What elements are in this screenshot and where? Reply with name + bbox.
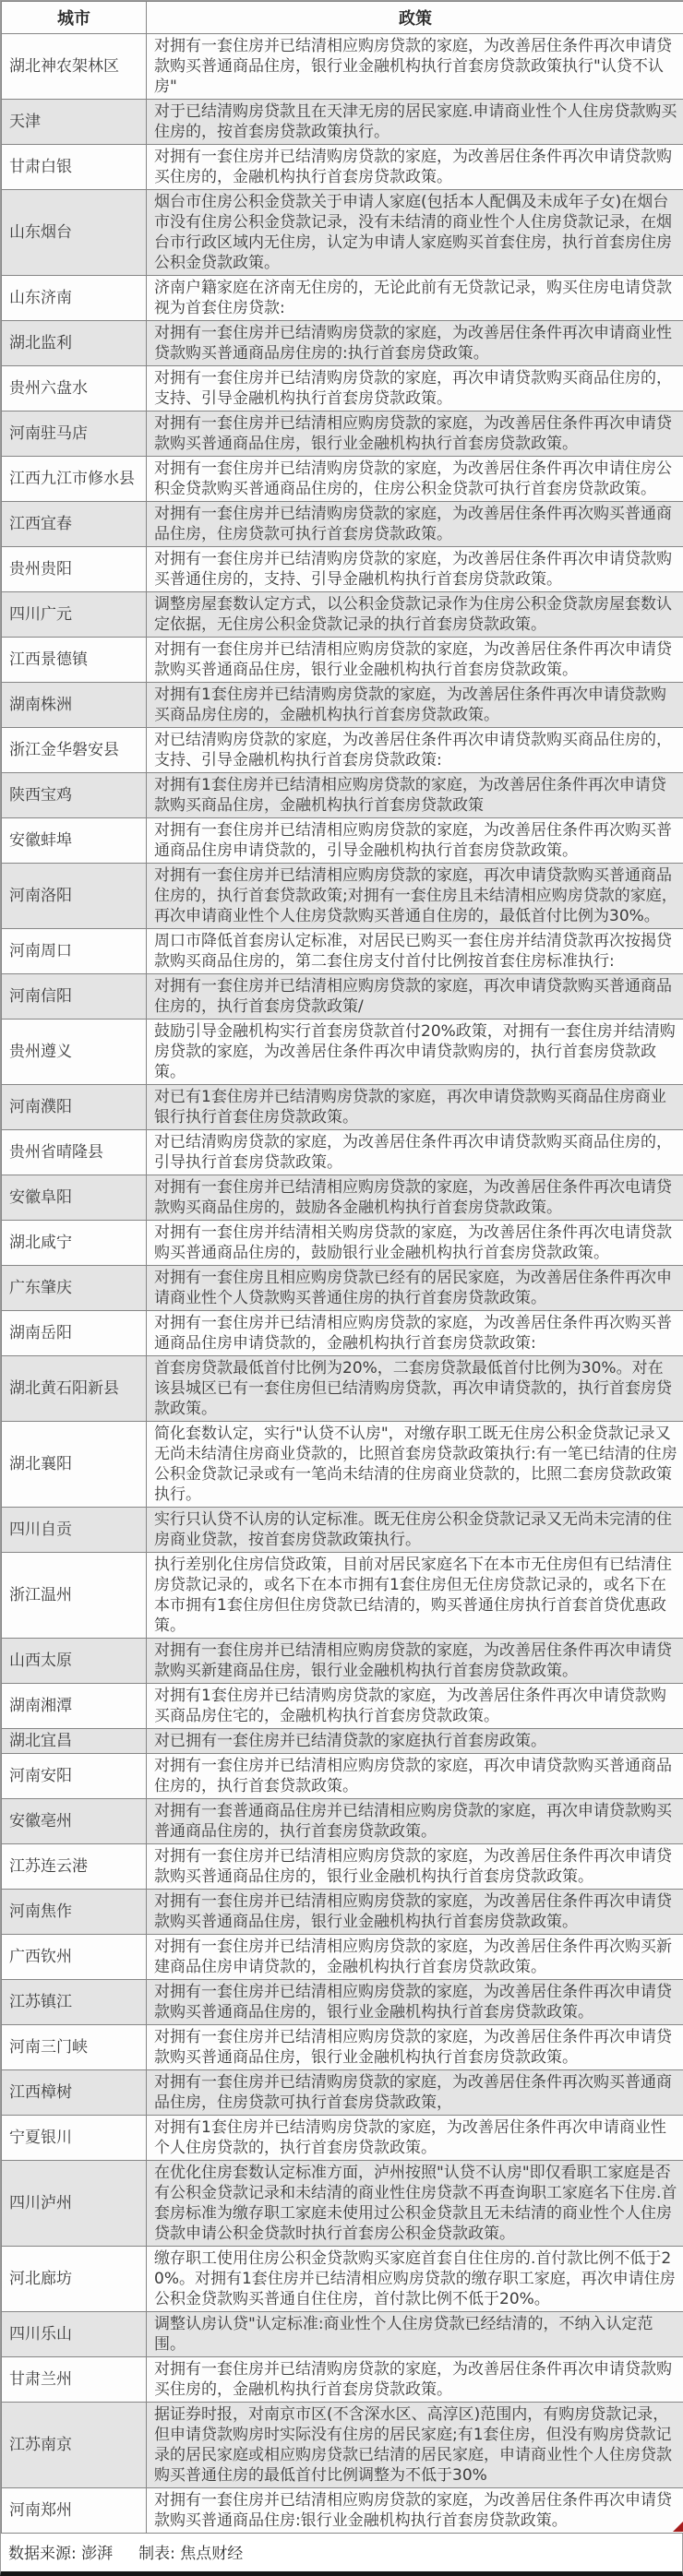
city-cell: 贵州遵义	[2, 1020, 147, 1085]
table-row	[2, 34, 683, 100]
city-cell: 安徽阜阳	[2, 1175, 147, 1221]
policy-cell: 对拥有一套住房并已结清相应购房贷款的家庭，再次申请贷款购买普通商品住房的，执行首套房贷款政策/	[147, 974, 683, 1020]
policy-cell: 对拥有一套住房并已结清购房贷款的家庭，为改善居住条件再次购买普通商品住房，住房贷款可执行首套房贷款政策。	[147, 502, 683, 547]
city-cell: 湖北黄石阳新县	[2, 1356, 147, 1422]
city-cell: 安徽蚌埠	[2, 818, 147, 864]
table-row	[2, 2403, 683, 2488]
city-cell: 湖北神农架林区	[2, 34, 147, 100]
city-cell: 湖南湘潭	[2, 1684, 147, 1729]
city-cell: 江苏南京	[2, 2403, 147, 2488]
city-cell: 江苏连云港	[2, 1844, 147, 1890]
policy-cell: 对拥有一套住房并已结清相应购房贷款的家庭，为改善居住条件再次购买普通商品住房申请贷款的，金融机构执行首套房贷款政策:	[147, 1311, 683, 1356]
city-cell: 四川自贡	[2, 1508, 147, 1553]
city-cell: 河南周口	[2, 929, 147, 974]
policy-cell: 据证券时报，对南京市区(不含深水区、高淳区)范围内，有购房贷款记录，但申请贷款购房时实际没有住房的居民家庭;有1套住房，但没有购房贷款记录的居民家庭或相应购房贷款已结清的居民家庭，申请商业性个人住房贷款购买普通住房的最低首付比例调整为不低于30%	[147, 2403, 683, 2488]
policy-cell: 对拥有1套住房并已结清购房贷款的家庭，为改善居住条件再次申请贷款购买商品房住宅的，金融机构执行首套房贷款政策。	[147, 1684, 683, 1729]
table-row	[2, 1729, 683, 1754]
policy-cell: 对拥有一套住房并已结清购房贷款的家庭，再次申请贷款购买商品住房的，支持、引导金融机构执行首套房贷款政策。	[147, 366, 683, 411]
table-row	[2, 1020, 683, 1085]
city-cell: 陕西宝鸡	[2, 773, 147, 818]
table-row	[2, 2116, 683, 2161]
table-row	[2, 1085, 683, 1130]
table-row	[2, 145, 683, 190]
city-policy-table	[1, 1, 683, 2534]
header-policy: 政策	[147, 2, 683, 34]
table-maker-label: 制表: 焦点财经	[138, 2540, 243, 2563]
table-row	[2, 366, 683, 411]
city-cell: 江苏镇江	[2, 1980, 147, 2025]
city-cell: 湖北襄阳	[2, 1422, 147, 1508]
city-cell: 四川广元	[2, 592, 147, 638]
table-row	[2, 1221, 683, 1266]
policy-cell: 对拥有一套住房并已结清相应购房贷款的家庭，为改善居住条件再次申请贷款购买普通商品住房，银行业金融机构执行首套房贷款政策。	[147, 1890, 683, 1935]
city-cell: 山西太原	[2, 1639, 147, 1684]
table-footnote	[1, 2534, 682, 2571]
table-row	[2, 547, 683, 592]
city-cell: 河南郑州	[2, 2488, 147, 2534]
policy-cell: 烟台市住房公积金贷款关于申请人家庭(包括本人配偶及未成年子女)在烟台市没有住房公积金贷款记录，没有未结清的商业性个人住房贷款记录，在烟台市行政区域内无住房，认定为申请人家庭购买首套住房，执行首套房住房公积金贷款政策。	[147, 190, 683, 276]
policy-cell: 调整认房认贷"认定标准:商业性个人住房贷款已经结清的，不纳入认定范围。	[147, 2312, 683, 2357]
table-row	[2, 1754, 683, 1799]
policy-cell: 对已有1套住房并已结清购房贷款的家庭，再次申请贷款购买商品住房商业银行执行首套住房贷款政策。	[147, 1085, 683, 1130]
city-cell: 浙江金华磐安县	[2, 728, 147, 773]
policy-cell: 调整房屋套数认定方式，以公积金贷款记录作为住房公积金贷款房屋套数认定依据，无住房公积金贷款记录的执行首套房贷款政策。	[147, 592, 683, 638]
city-cell: 山东烟台	[2, 190, 147, 276]
table-row	[2, 457, 683, 502]
table-row	[2, 929, 683, 974]
city-cell: 安徽亳州	[2, 1799, 147, 1844]
city-cell: 河南驻马店	[2, 411, 147, 457]
table-row	[2, 683, 683, 728]
city-cell: 湖南岳阳	[2, 1311, 147, 1356]
table-row	[2, 1890, 683, 1935]
policy-cell: 实行只认贷不认房的认定标准。既无住房公积金贷款记录又无尚未完清的住房商业贷款，按首套房贷款政策执行。	[147, 1508, 683, 1553]
policy-cell: 对拥有一套住房并已结清相应购房贷款的家庭，为改善居住条件再次申请贷款购买普通商品住房:银行业金融机构执行首套房贷款政策。	[147, 2488, 683, 2534]
table-row	[2, 411, 683, 457]
table-row	[2, 502, 683, 547]
table-row	[2, 2312, 683, 2357]
table-row	[2, 321, 683, 366]
table-row	[2, 1311, 683, 1356]
table-row	[2, 276, 683, 321]
city-cell: 四川乐山	[2, 2312, 147, 2357]
policy-cell: 对拥有一套住房并已结清相应购房贷款的家庭，再次申请贷款购买普通商品住房的，执行首套贷款政策。	[147, 1754, 683, 1799]
table-row	[2, 638, 683, 683]
table-row	[2, 864, 683, 929]
policy-cell: 对拥有一套住房并已结清相应购房贷款的家庭，再次申请贷款购买普通商品住房的，执行首套贷款政策;对拥有一套住房且未结清相应购房贷款的家庭，再次申请商业性个人住房贷款购买普通自住房的，最低首付比例为30%。	[147, 864, 683, 929]
policy-cell: 对拥有一套住房并已结清相应购房贷款的家庭，为改善居住条件再次申请贷款购买普通商品住房，银行业金融机构执行首套房贷款政策执行"认贷不认房"	[147, 34, 683, 100]
policy-cell: 对拥有一套住房并已结清购房贷款的家庭，为改善居住条件再次申请商业性贷款购买普通商品房住房的:执行首套房贷政策。	[147, 321, 683, 366]
policy-cell: 对拥有一套住房并已结清购房贷款的家庭，为改善居住条件再次申请贷款购买住房的，金融机构执行首套房贷款政策。	[147, 145, 683, 190]
policy-cell: 简化套数认定，实行"认贷不认房"，对缴存职工既无住房公积金贷款记录又无尚未结清住房商业贷款的，比照首套房贷款政策执行:有一笔已结清的住房公积金贷款记录或有一笔尚未结清的住房商业贷款的，比照二套房贷款政策执行。	[147, 1422, 683, 1508]
city-cell: 江西樟树	[2, 2070, 147, 2116]
city-cell: 浙江温州	[2, 1553, 147, 1639]
table-header-row	[2, 2, 683, 34]
policy-cell: 对拥有一套住房并已结清购房贷款的家庭，为改善居住条件再次申请住房公积金贷款购买普通商品住房的，住房公积金贷款可执行首套房贷款政策。	[147, 457, 683, 502]
policy-cell: 济南户籍家庭在济南无住房的，无论此前有无贷款记录，购买住房电请贷款视为首套住房贷款:	[147, 276, 683, 321]
policy-cell: 对拥有1套住房并已结清购房贷款的家庭，为改善居住条件再次申请商业性个人住房贷款的，执行首套房贷款政策。	[147, 2116, 683, 2161]
city-cell: 甘肃白银	[2, 145, 147, 190]
policy-cell: 对拥有1套住房并已结清购房贷款的家庭，为改善居住条件再次申请贷款购买商品房住房的，金融机构执行首套房贷款政策。	[147, 683, 683, 728]
policy-cell: 对拥有一套住房并已结清相应购房贷款的家庭，为改善居住条件再次申请贷款购买普通商品住房，银行业金融机构执行首套房贷款政策。	[147, 2025, 683, 2070]
table-row	[2, 2488, 683, 2534]
city-cell: 河南焦作	[2, 1890, 147, 1935]
table-row	[2, 2247, 683, 2312]
policy-cell: 对拥有一套住房并已结清相应购房贷款的家庭，为改善居住条件再次申请贷款购买普通商品住房，银行业金融机构执行首套房贷款政策。	[147, 411, 683, 457]
table-row	[2, 2070, 683, 2116]
table-row	[2, 1175, 683, 1221]
policy-cell: 缴存职工使用住房公积金贷款购买家庭首套自住住房的.首付款比例不低于20%。对拥有1套住房并已结清相应购房贷款的缴存职工家庭，再次申请住房公积金贷款购买普通自住住房，首付款比例不低于20%。	[147, 2247, 683, 2312]
red-corner-marker-icon	[673, 2522, 683, 2532]
policy-cell: 对拥有一套住房并已结清购房贷款的家庭，为改善居住条件再次申请贷款购买普通住房的，支持、引导金融机构执行首套房贷款政策。	[147, 547, 683, 592]
city-cell: 江西景德镇	[2, 638, 147, 683]
table-row	[2, 1684, 683, 1729]
policy-cell: 首套房贷款最低首付比例为20%，二套房贷款最低首付比例为30%。对在该县城区已有一套住房但已结清购房贷款，再次申请贷款的，执行首套房贷款政策。	[147, 1356, 683, 1422]
policy-cell: 对拥有一套住房并已结清相应购房贷款的家庭，为改善居住条件再次申请贷款购买普通商品住房，银行业金融机构执行首套房贷款政策。	[147, 638, 683, 683]
policy-cell: 对拥有一套住房并已结清购房贷款的家庭，为改善居住条件再次购买普通商品住房，住房贷款可执行首套房贷款政策，	[147, 2070, 683, 2116]
table-row	[2, 1844, 683, 1890]
city-cell: 贵州省晴隆县	[2, 1130, 147, 1175]
table-body	[2, 34, 683, 2534]
city-cell: 河南三门峡	[2, 2025, 147, 2070]
table-row	[2, 974, 683, 1020]
city-cell: 河南洛阳	[2, 864, 147, 929]
city-cell: 江西九江市修水县	[2, 457, 147, 502]
policy-cell: 对拥有一套住房并已结清相应购房贷款的家庭，为改善居住条件再次购买新建商品住房申请贷款的，金融机构执行首套房贷款政策。	[147, 1935, 683, 1980]
header-city: 城市	[2, 2, 147, 34]
table-row	[2, 1935, 683, 1980]
table-row	[2, 1799, 683, 1844]
policy-cell: 对拥有一套普通商品住房并已结清相应购房贷款的家庭，再次申请贷款购买普通商品住房的，执行首套房贷款政策。	[147, 1799, 683, 1844]
table-row	[2, 818, 683, 864]
city-cell: 宁夏银川	[2, 2116, 147, 2161]
policy-cell: 对拥有一套住房并已结清相应购房贷款的家庭，为改善居住条件再次申请贷款购买新建商品住房，银行业金融机构执行首套房贷款政策。	[147, 1639, 683, 1684]
city-cell: 河南信阳	[2, 974, 147, 1020]
city-cell: 山东济南	[2, 276, 147, 321]
policy-cell: 在优化住房套数认定标准方面，泸州按照"认贷不认房"即仅看职工家庭是否有公积金贷款记录和未结清的商业性住房贷款不再查询职工家庭名下住房.首套房标准为缴存职工家庭未使用过公积金贷款且无未结清的商业性个人住房贷款申请公积金贷款时执行首套房公积金贷款政策。	[147, 2161, 683, 2247]
policy-cell: 对拥有一套住房并结清相关购房贷款的家庭，为改善居住条件再次电请贷款购买普通商品住房的，鼓励银行业金融机构执行首套房贷款政策。	[147, 1221, 683, 1266]
city-cell: 河南安阳	[2, 1754, 147, 1799]
policy-cell: 周口市降低首套房认定标准，对居民已购买一套住房并结清贷款再次按揭贷款购买商品住房的，第二套住房支付首付比例按首套住房标准执行:	[147, 929, 683, 974]
table-row	[2, 2161, 683, 2247]
city-cell: 河南濮阳	[2, 1085, 147, 1130]
policy-cell: 对已拥有一套住房并已结清贷款的家庭执行首套房政策。	[147, 1729, 683, 1754]
city-cell: 天津	[2, 100, 147, 145]
policy-cell: 对已结清购房贷款的家庭，为改善居住条件再次申请贷款购买商品住房的，引导执行首套房贷款政策。	[147, 1130, 683, 1175]
table-row	[2, 1130, 683, 1175]
policy-cell: 对拥有1套住房并已结清相应购房贷款的家庭，为改善居住条件再次申请贷款购买商品住房，金融机构执行首套房贷款政策	[147, 773, 683, 818]
policy-cell: 对拥有一套住房并已结清相应购房贷款的家庭，为改善居住条件再次申请贷款购买普通商品住房的，银行业金融机构执行首套房贷款政策。	[147, 1980, 683, 2025]
city-cell: 湖南株洲	[2, 683, 147, 728]
table-row	[2, 2357, 683, 2403]
city-cell: 贵州贵阳	[2, 547, 147, 592]
policy-cell: 对于已结清购房贷款且在天津无房的居民家庭.申请商业性个人住房贷款购买住房的，按首套房贷款政策执行。	[147, 100, 683, 145]
table-row	[2, 728, 683, 773]
table-row	[2, 1422, 683, 1508]
table-row	[2, 592, 683, 638]
city-cell: 湖北咸宁	[2, 1221, 147, 1266]
table-row	[2, 773, 683, 818]
table-row	[2, 1508, 683, 1553]
city-cell: 贵州六盘水	[2, 366, 147, 411]
table-row	[2, 1356, 683, 1422]
table-row	[2, 1639, 683, 1684]
table-row	[2, 1980, 683, 2025]
city-cell: 广东肇庆	[2, 1266, 147, 1311]
table-row	[2, 190, 683, 276]
policy-cell: 对拥有一套住房并已结清相应购房贷款的家庭，为改善居住条件再次电请贷款购买商品住房的，鼓励各金融机构执行首套房贷款政策。	[147, 1175, 683, 1221]
city-cell: 河北廊坊	[2, 2247, 147, 2312]
policy-cell: 执行差别化住房信贷政策，目前对居民家庭名下在本市无住房但有已结清住房贷款记录的，或名下在本市拥有1套住房但无住房贷款记录的，或名下在本市拥有1套住房但住房贷款已结清的，购买普通住房执行首套首贷优惠政策。	[147, 1553, 683, 1639]
city-cell: 湖北宜昌	[2, 1729, 147, 1754]
city-cell: 江西宜春	[2, 502, 147, 547]
table-row	[2, 100, 683, 145]
city-cell: 湖北监利	[2, 321, 147, 366]
table-row	[2, 1266, 683, 1311]
city-cell: 四川泸州	[2, 2161, 147, 2247]
data-source-label: 数据来源: 澎湃	[8, 2540, 113, 2563]
city-cell: 甘肃兰州	[2, 2357, 147, 2403]
policy-cell: 鼓励引导金融机构实行首套房贷款首付20%政策，对拥有一套住房并结清购房贷款的家庭，为改善居住条件再次申请贷款购房的，执行首套房贷款政策。	[147, 1020, 683, 1085]
policy-cell: 对拥有一套住房并已结清相应购房贷款的家庭，为改善居住条件再次购买普通商品住房申请贷款的，引导金融机构执行首套房贷款政策。	[147, 818, 683, 864]
city-cell: 广西钦州	[2, 1935, 147, 1980]
table-row	[2, 2025, 683, 2070]
table-row	[2, 1553, 683, 1639]
policy-cell: 对拥有一套住房并已结清相应购房贷款的家庭，为改善居住条件再次申请贷款购买普通商品住房的，银行业金融机构执行首套房贷款政策。	[147, 1844, 683, 1890]
policy-cell: 对拥有一套住房并已结清购房贷款的家庭，为改善居住条件再次申请贷款购买住房的，金融机构执行首套房贷款政策。	[147, 2357, 683, 2403]
policy-cell: 对已结清购房贷款的家庭，为改善居住条件再次申请贷款购买商品住房的，支持、引导金融机构执行首套房贷款政策:	[147, 728, 683, 773]
policy-cell: 对拥有一套住房且相应购房贷款已经有的居民家庭，为改善居住条件再次申请商业性个人贷款购买普通住房的执行首套房贷款政策。	[147, 1266, 683, 1311]
